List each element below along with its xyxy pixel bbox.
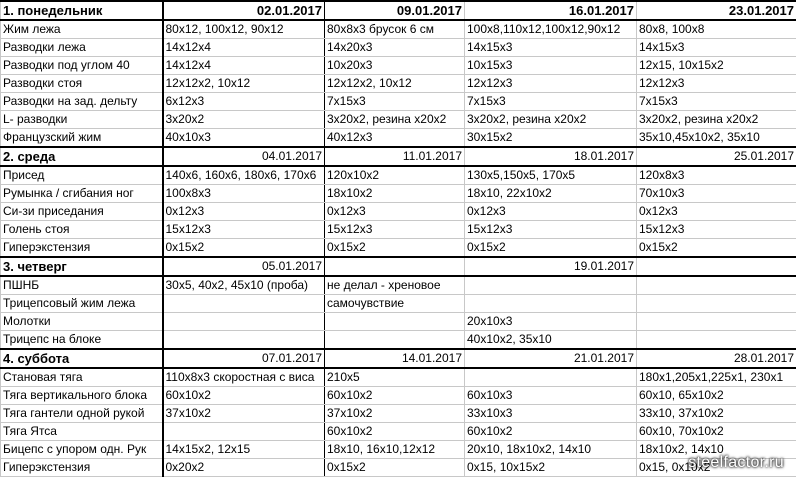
exercise-name-cell[interactable]: Голень стоя: [1, 221, 163, 239]
exercise-row: [1, 93, 796, 111]
exercise-name-cell[interactable]: Гиперэкстензия: [1, 459, 163, 477]
result-cell[interactable]: 60x10, 70x10x2: [637, 423, 796, 441]
result-cell[interactable]: 0x15, 0x10x2: [637, 459, 796, 477]
section-title[interactable]: 2. среда: [1, 147, 163, 166]
result-cell[interactable]: [465, 295, 637, 313]
result-cell[interactable]: 0x12x3: [325, 203, 465, 221]
result-cell[interactable]: 35x10,45x10x2, 35x10: [637, 129, 796, 148]
exercise-row: [1, 295, 796, 313]
result-cell[interactable]: 60x10x2: [325, 387, 465, 405]
exercise-name-cell[interactable]: Становая тяга: [1, 368, 163, 387]
result-cell[interactable]: 80x8, 100x8: [637, 20, 796, 39]
section-title[interactable]: 3. четверг: [1, 257, 163, 276]
result-cell[interactable]: 30x15x2: [465, 129, 637, 148]
exercise-row: [1, 276, 796, 295]
result-cell[interactable]: 12x15, 10x15x2: [637, 57, 796, 75]
result-cell[interactable]: 14x12x4: [163, 57, 325, 75]
result-cell[interactable]: 130x5,150x5, 170x5: [465, 166, 637, 185]
result-cell[interactable]: 15x12x3: [325, 221, 465, 239]
exercise-name-cell[interactable]: ПШНБ: [1, 276, 163, 295]
exercise-row: [1, 185, 796, 203]
exercise-row: [1, 387, 796, 405]
result-cell[interactable]: 15x12x3: [163, 221, 325, 239]
result-cell[interactable]: 7x15x3: [325, 93, 465, 111]
exercise-row: [1, 239, 796, 258]
result-cell[interactable]: 60x10x2: [325, 423, 465, 441]
result-cell[interactable]: 80x8x3 брусок 6 см: [325, 20, 465, 39]
exercise-row: [1, 405, 796, 423]
result-cell[interactable]: 3x20x2, резина x20x2: [325, 111, 465, 129]
exercise-name-cell[interactable]: Тяга гантели одной рукой: [1, 405, 163, 423]
result-cell[interactable]: 3x20x2, резина x20x2: [637, 111, 796, 129]
result-cell[interactable]: [637, 331, 796, 350]
result-cell[interactable]: 0x15, 10x15x2: [465, 459, 637, 477]
exercise-row: [1, 441, 796, 459]
result-cell[interactable]: 60x10x3: [465, 387, 637, 405]
exercise-name-cell[interactable]: Трицепс на блоке: [1, 331, 163, 350]
result-cell[interactable]: самочувствие: [325, 295, 465, 313]
result-cell[interactable]: не делал - хреновое: [325, 276, 465, 295]
exercise-row: [1, 57, 796, 75]
date-cell[interactable]: 18.01.2017: [465, 147, 637, 166]
result-cell[interactable]: 37x10x2: [325, 405, 465, 423]
exercise-row: [1, 111, 796, 129]
result-cell[interactable]: 33x10x3: [465, 405, 637, 423]
section-title[interactable]: 1. понедельник: [1, 1, 163, 20]
result-cell[interactable]: 40x10x2, 35x10: [465, 331, 637, 350]
result-cell[interactable]: 3x20x2, резина x20x2: [465, 111, 637, 129]
exercise-name-cell[interactable]: Бицепс с упором одн. Рук: [1, 441, 163, 459]
result-cell[interactable]: [325, 331, 465, 350]
result-cell[interactable]: 60x10x2: [163, 387, 325, 405]
result-cell[interactable]: 110x8x3 скоростная с виса: [163, 368, 325, 387]
result-cell[interactable]: 10x20x3: [325, 57, 465, 75]
exercise-name-cell[interactable]: Си-зи приседания: [1, 203, 163, 221]
date-cell[interactable]: [637, 257, 796, 276]
result-cell[interactable]: 14x15x2, 12x15: [163, 441, 325, 459]
date-cell[interactable]: 09.01.2017: [325, 1, 465, 20]
result-cell[interactable]: 0x15x2: [465, 239, 637, 258]
result-cell[interactable]: 40x10x3: [163, 129, 325, 148]
result-cell[interactable]: 120x8x3: [637, 166, 796, 185]
result-cell[interactable]: 15x12x3: [637, 221, 796, 239]
date-cell[interactable]: 23.01.2017: [637, 1, 796, 20]
result-cell[interactable]: [163, 331, 325, 350]
exercise-name-cell[interactable]: Молотки: [1, 313, 163, 331]
result-cell[interactable]: [465, 368, 637, 387]
exercise-name-cell[interactable]: Французский жим: [1, 129, 163, 148]
result-cell[interactable]: 120x10x2: [325, 166, 465, 185]
exercise-row: [1, 331, 796, 350]
result-cell[interactable]: 180x1,205x1,225x1, 230x1: [637, 368, 796, 387]
result-cell[interactable]: 140x6, 160x6, 180x6, 170x6: [163, 166, 325, 185]
result-cell[interactable]: 0x12x3: [637, 203, 796, 221]
result-cell[interactable]: [325, 313, 465, 331]
result-cell[interactable]: 7x15x3: [637, 93, 796, 111]
result-cell[interactable]: 33x10, 37x10x2: [637, 405, 796, 423]
result-cell[interactable]: 6x12x3: [163, 93, 325, 111]
result-cell[interactable]: 40x12x3: [325, 129, 465, 148]
result-cell[interactable]: 12x12x2, 10x12: [163, 75, 325, 93]
result-cell[interactable]: 100x8,110x12,100x12,90x12: [465, 20, 637, 39]
result-cell[interactable]: 18x10, 16x10,12x12: [325, 441, 465, 459]
result-cell[interactable]: 10x15x3: [465, 57, 637, 75]
exercise-name-cell[interactable]: Присед: [1, 166, 163, 185]
result-cell[interactable]: [637, 313, 796, 331]
result-cell[interactable]: 60x10, 65x10x2: [637, 387, 796, 405]
result-cell[interactable]: 0x20x2: [163, 459, 325, 477]
date-cell[interactable]: 14.01.2017: [325, 349, 465, 368]
result-cell[interactable]: 3x20x2: [163, 111, 325, 129]
result-cell[interactable]: 14x15x3: [465, 39, 637, 57]
result-cell[interactable]: 70x10x3: [637, 185, 796, 203]
exercise-name-cell[interactable]: Трицепсовый жим лежа: [1, 295, 163, 313]
result-cell[interactable]: 14x20x3: [325, 39, 465, 57]
result-cell[interactable]: 18x10, 22x10x2: [465, 185, 637, 203]
exercise-row: [1, 313, 796, 331]
result-cell[interactable]: 60x10x2: [465, 423, 637, 441]
exercise-name-cell[interactable]: Тяга вертикального блока: [1, 387, 163, 405]
result-cell[interactable]: [465, 276, 637, 295]
date-cell[interactable]: 11.01.2017: [325, 147, 465, 166]
result-cell[interactable]: 7x15x3: [465, 93, 637, 111]
result-cell[interactable]: 18x10x2: [325, 185, 465, 203]
exercise-name-cell[interactable]: Разводки под углом 40: [1, 57, 163, 75]
result-cell[interactable]: 20x10x3: [465, 313, 637, 331]
watermark-logo: steelfactor.ru: [688, 454, 784, 471]
date-cell[interactable]: [325, 257, 465, 276]
result-cell[interactable]: 0x15x2: [163, 239, 325, 258]
result-cell[interactable]: [163, 423, 325, 441]
exercise-row: [1, 368, 796, 387]
section-title[interactable]: 4. суббота: [1, 349, 163, 368]
date-cell[interactable]: 02.01.2017: [163, 1, 325, 20]
section-header: [1, 349, 796, 368]
date-cell[interactable]: 28.01.2017: [637, 349, 796, 368]
result-cell[interactable]: 12x12x3: [637, 75, 796, 93]
exercise-name-cell[interactable]: Тяга Ятса: [1, 423, 163, 441]
result-cell[interactable]: [163, 313, 325, 331]
exercise-name-cell[interactable]: Гиперэкстензия: [1, 239, 163, 258]
exercise-name-cell[interactable]: Разводки стоя: [1, 75, 163, 93]
exercise-name-cell[interactable]: Разводки лежа: [1, 39, 163, 57]
date-cell[interactable]: 07.01.2017: [163, 349, 325, 368]
result-cell[interactable]: 12x12x3: [465, 75, 637, 93]
exercise-row: [1, 423, 796, 441]
result-cell[interactable]: 14x12x4: [163, 39, 325, 57]
result-cell[interactable]: 0x12x3: [163, 203, 325, 221]
exercise-name-cell[interactable]: L- разводки: [1, 111, 163, 129]
result-cell[interactable]: 0x15x2: [325, 239, 465, 258]
exercise-name-cell[interactable]: Румынка / сгибания ног: [1, 185, 163, 203]
date-cell[interactable]: 16.01.2017: [465, 1, 637, 20]
exercise-row: [1, 20, 796, 39]
result-cell[interactable]: 30x5, 40x2, 45x10 (проба): [163, 276, 325, 295]
result-cell[interactable]: 0x15x2: [637, 239, 796, 258]
exercise-name-cell[interactable]: Жим лежа: [1, 20, 163, 39]
result-cell[interactable]: 37x10x2: [163, 405, 325, 423]
date-cell[interactable]: 05.01.2017: [163, 257, 325, 276]
result-cell[interactable]: 15x12x3: [465, 221, 637, 239]
date-cell[interactable]: 04.01.2017: [163, 147, 325, 166]
exercise-row: [1, 166, 796, 185]
result-cell[interactable]: 18x10x2, 14x10: [637, 441, 796, 459]
result-cell[interactable]: [637, 276, 796, 295]
date-cell[interactable]: 25.01.2017: [637, 147, 796, 166]
exercise-row: [1, 203, 796, 221]
section-header: [1, 1, 796, 20]
exercise-row: [1, 221, 796, 239]
result-cell[interactable]: [637, 295, 796, 313]
exercise-row: [1, 75, 796, 93]
result-cell[interactable]: [163, 295, 325, 313]
exercise-row: [1, 129, 796, 148]
exercise-row: [1, 459, 796, 477]
exercise-name-cell[interactable]: Разводки на зад. дельту: [1, 93, 163, 111]
result-cell[interactable]: 210x5: [325, 368, 465, 387]
exercise-row: [1, 39, 796, 57]
result-cell[interactable]: 0x12x3: [465, 203, 637, 221]
date-cell[interactable]: 21.01.2017: [465, 349, 637, 368]
result-cell[interactable]: 12x12x2, 10x12: [325, 75, 465, 93]
result-cell[interactable]: 20x10, 18x10x2, 14x10: [465, 441, 637, 459]
date-cell[interactable]: 19.01.2017: [465, 257, 637, 276]
section-header: [1, 147, 796, 166]
result-cell[interactable]: 100x8x3: [163, 185, 325, 203]
section-header: [1, 257, 796, 276]
result-cell[interactable]: 80x12, 100x12, 90x12: [163, 20, 325, 39]
result-cell[interactable]: 0x15x2: [325, 459, 465, 477]
result-cell[interactable]: 14x15x3: [637, 39, 796, 57]
